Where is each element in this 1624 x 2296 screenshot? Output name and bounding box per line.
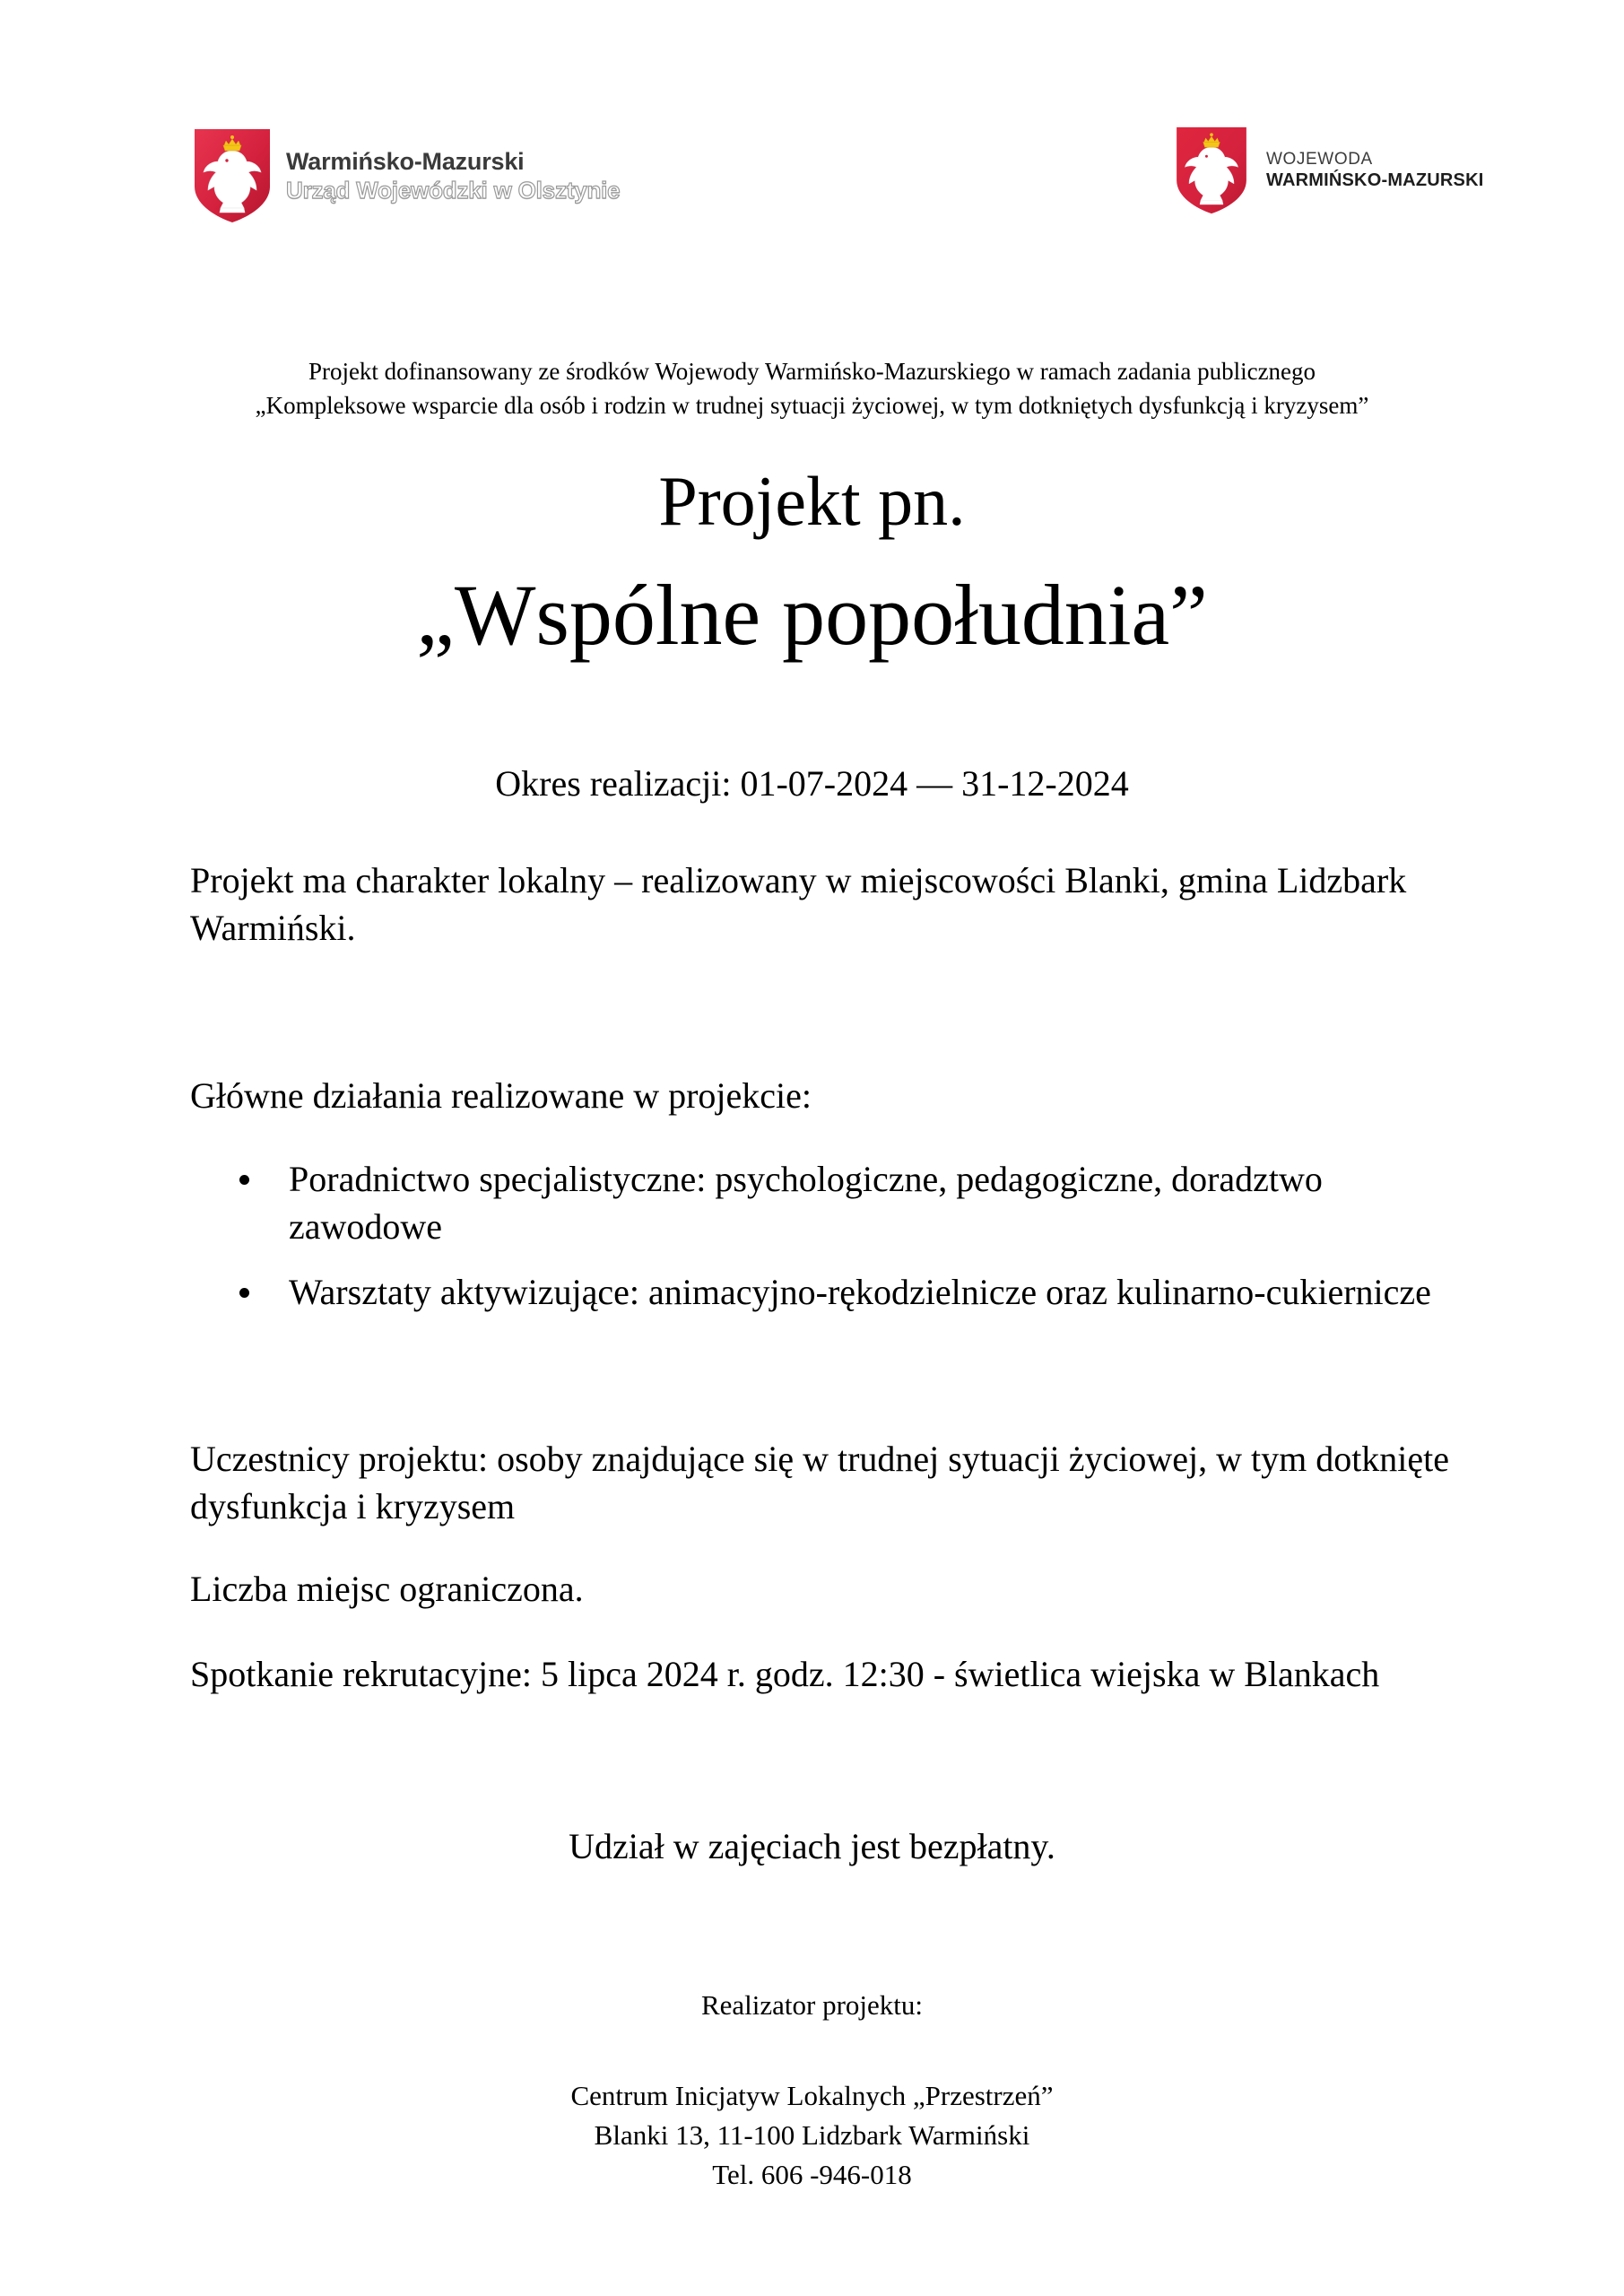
actions-heading: Główne działania realizowane w projekcie: [190,1075,812,1116]
polish-coat-of-arms-icon [1175,126,1248,215]
logo-left-text [286,148,620,204]
logo-left-line2: Urząd Wojewódzki w Olsztynie [286,176,621,204]
logo-warminsko-mazurski-urzad [193,127,620,224]
logo-left-line1: Warmińsko-Mazurski [286,147,525,175]
locality-paragraph: Projekt ma charakter lokalny – realizowany w miejscowości Blanki, gmina Lidzbark Warmiński. [190,860,1407,949]
logo-wojewoda-warminsko-mazurski [1175,126,1483,215]
bullet-dot-icon [239,1175,249,1185]
logo-right-line2: WARMIŃSKO-MAZURSKI [1266,170,1484,191]
funding-note-line2: „Kompleksowe wsparcie dla osób i rodzin w trudnej sytuacji życiowej, w tym dotkniętych dysfunkcją i kryzysem” [255,392,1369,420]
recruitment-meeting-paragraph: Spotkanie rekrutacyjne: 5 lipca 2024 r. godz. 12:30 - świetlica wiejska w Blankach [190,1654,1380,1694]
list-item-label: Poradnictwo specjalistyczne: psychologiczne, pedagogiczne, doradztwo zawodowe [289,1159,1323,1248]
logo-right-line1: WOJEWODA [1266,149,1373,169]
organization-phone: Tel. 606 -946-018 [712,2159,912,2191]
bullet-dot-icon [239,1288,249,1298]
funding-note-line1: Projekt dofinansowany ze środków Wojewody Warmińsko-Mazurskiego w ramach zadania publicznego [308,358,1316,385]
participants-paragraph: Uczestnicy projektu: osoby znajdujące się w trudnej sytuacji życiowej, w tym dotknięte dysfunkcja i kryzysem [190,1439,1450,1527]
actions-list [190,1155,1463,1335]
logo-right-text [1266,149,1483,193]
list-item [190,1268,1463,1316]
project-period: Okres realizacji: 01-07-2024 — 31-12-2024 [495,763,1129,804]
project-title-prefix: Projekt pn. [658,462,966,540]
realizer-details [0,2076,1624,2195]
realizer-label: Realizator projektu: [700,1989,924,2021]
project-title-name: „Wspólne popołudnia” [416,567,1208,663]
header-logos [0,117,1624,242]
funding-note [135,354,1489,423]
organization-address: Blanki 13, 11-100 Lidzbark Warmiński [594,2119,1030,2152]
list-item [190,1155,1463,1250]
free-participation-note: Udział w zajęciach jest bezpłatny. [569,1826,1055,1866]
list-item-label: Warsztaty aktywizujące: animacyjno-rękodzielnicze oraz kulinarno-cukiernicze [289,1272,1431,1313]
limited-places-paragraph: Liczba miejsc ograniczona. [190,1569,584,1609]
polish-coat-of-arms-icon [193,127,272,224]
organization-name: Centrum Inicjatyw Lokalnych „Przestrzeń” [570,2080,1054,2111]
